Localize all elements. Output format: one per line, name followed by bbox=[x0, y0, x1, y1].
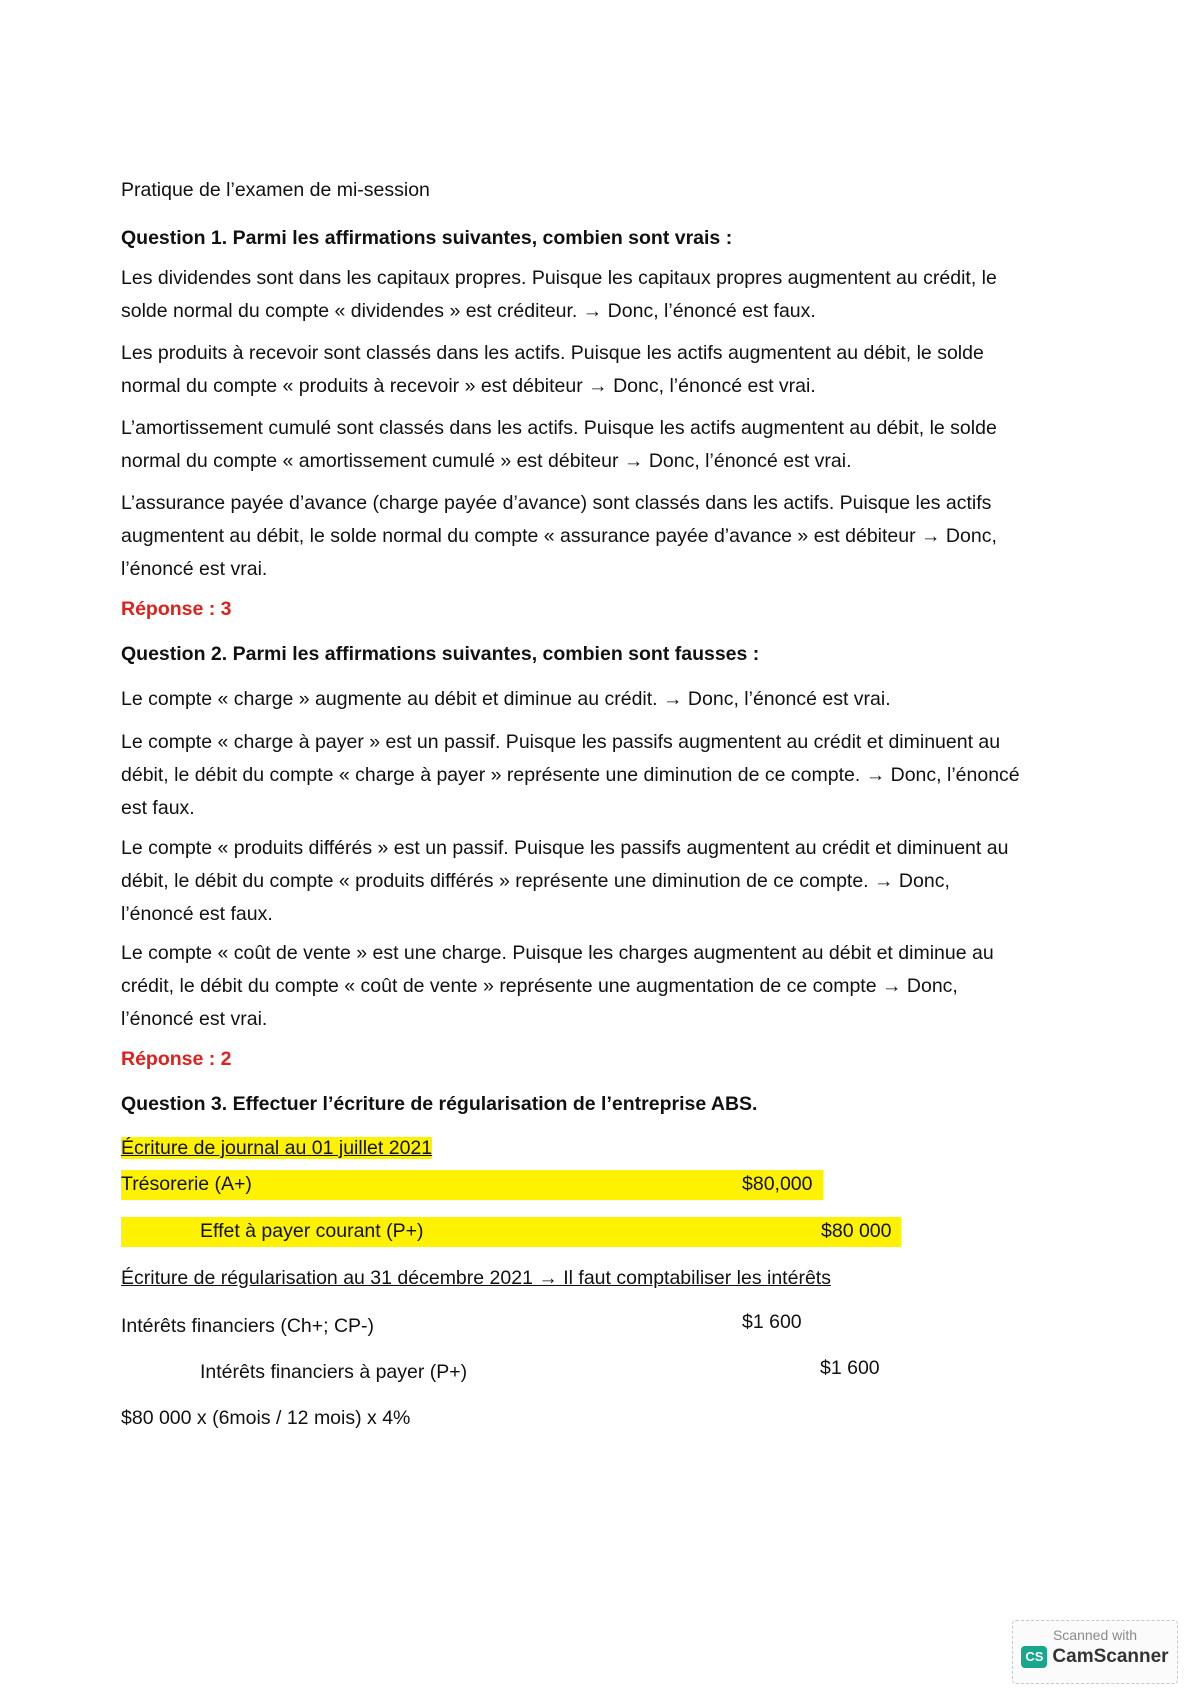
watermark-brand bbox=[1013, 1646, 1177, 1668]
text-line: l’énoncé est faux. bbox=[121, 903, 273, 925]
credit-account-effet-a-payer: Effet à payer courant (P+) bbox=[200, 1220, 424, 1242]
text-line: Le compte « produits différés » est un passif. Puisque les passifs augmentent au crédit et diminuent au bbox=[121, 837, 1009, 859]
credit-amount-effet-a-payer: $80 000 bbox=[821, 1220, 892, 1242]
text-line: Les produits à recevoir sont classés dans les actifs. Puisque les actifs augmentent au débit, le solde bbox=[121, 342, 984, 364]
text-line: L’amortissement cumulé sont classés dans les actifs. Puisque les actifs augmentent au débit, le solde bbox=[121, 417, 997, 439]
q2-statement-1 bbox=[121, 683, 1121, 716]
q2-statement-4 bbox=[121, 937, 1121, 1036]
credit-amount-interets-a-payer: $1 600 bbox=[820, 1357, 880, 1379]
adjusting-entry-title: Écriture de régularisation au 31 décembre 2021 → Il faut comptabiliser les intérêts bbox=[121, 1267, 831, 1289]
credit-account-interets-a-payer: Intérêts financiers à payer (P+) bbox=[200, 1361, 468, 1383]
text-line: débit, le débit du compte « produits différés » représente une diminution de ce compte. → Donc, bbox=[121, 870, 950, 892]
text-line: Le compte « charge » augmente au débit et diminue au crédit. → Donc, l’énoncé est vrai. bbox=[121, 688, 891, 710]
q2-statement-3 bbox=[121, 832, 1121, 931]
text-line: crédit, le débit du compte « coût de vente » représente une augmentation de ce compte → Donc, bbox=[121, 975, 958, 997]
text-line: normal du compte « amortissement cumulé » est débiteur → Donc, l’énoncé est vrai. bbox=[121, 450, 852, 472]
text-line: Les dividendes sont dans les capitaux propres. Puisque les capitaux propres augmentent au crédit, le bbox=[121, 267, 997, 289]
watermark-caption: Scanned with bbox=[1052, 1627, 1138, 1643]
q1-statement-4 bbox=[121, 487, 1121, 586]
debit-account-tresorerie: Trésorerie (A+) bbox=[121, 1173, 252, 1195]
q1-answer: Réponse : 3 bbox=[121, 598, 232, 620]
text-line: Le compte « coût de vente » est une charge. Puisque les charges augmentent au débit et diminue au bbox=[121, 942, 994, 964]
journal-entry-title bbox=[121, 1132, 432, 1165]
text-line: solde normal du compte « dividendes » est créditeur. → Donc, l’énoncé est faux. bbox=[121, 300, 816, 322]
q2-answer: Réponse : 2 bbox=[121, 1048, 232, 1070]
text-line: Le compte « charge à payer » est un passif. Puisque les passifs augmentent au crédit et diminuent au bbox=[121, 731, 1001, 753]
text-line: augmentent au débit, le solde normal du compte « assurance payée d’avance » est débiteur → Donc, bbox=[121, 525, 997, 547]
watermark-brand-name: CamScanner bbox=[1052, 1646, 1169, 1667]
journal-entry-title-text: Écriture de journal au 01 juillet 2021 bbox=[121, 1137, 433, 1159]
camscanner-logo-icon: CS bbox=[1021, 1646, 1047, 1668]
q1-statement-3 bbox=[121, 412, 1121, 478]
question-3-heading: Question 3. Effectuer l’écriture de régularisation de l’entreprise ABS. bbox=[121, 1093, 758, 1115]
text-line: débit, le débit du compte « charge à payer » représente une diminution de ce compte. → Donc, l’énoncé bbox=[121, 764, 1020, 786]
camscanner-watermark bbox=[1012, 1620, 1178, 1684]
debit-amount-interets: $1 600 bbox=[742, 1311, 802, 1333]
text-line: l’énoncé est vrai. bbox=[121, 1008, 268, 1030]
q1-statement-1 bbox=[121, 262, 1121, 328]
interest-formula: $80 000 x (6mois / 12 mois) x 4% bbox=[121, 1407, 411, 1429]
text-line: normal du compte « produits à recevoir » est débiteur → Donc, l’énoncé est vrai. bbox=[121, 375, 816, 397]
q2-statement-2 bbox=[121, 726, 1121, 825]
text-line: l’énoncé est vrai. bbox=[121, 558, 268, 580]
text-line: est faux. bbox=[121, 797, 195, 819]
debit-amount-tresorerie: $80,000 bbox=[742, 1173, 813, 1195]
q1-statement-2 bbox=[121, 337, 1121, 403]
text-line: L’assurance payée d’avance (charge payée d’avance) sont classés dans les actifs. Puisque les actifs bbox=[121, 492, 992, 514]
question-2-heading: Question 2. Parmi les affirmations suivantes, combien sont fausses : bbox=[121, 643, 760, 665]
question-1-heading: Question 1. Parmi les affirmations suivantes, combien sont vrais : bbox=[121, 227, 733, 249]
debit-account-interets: Intérêts financiers (Ch+; CP-) bbox=[121, 1315, 375, 1337]
page-title: Pratique de l’examen de mi-session bbox=[121, 179, 430, 201]
